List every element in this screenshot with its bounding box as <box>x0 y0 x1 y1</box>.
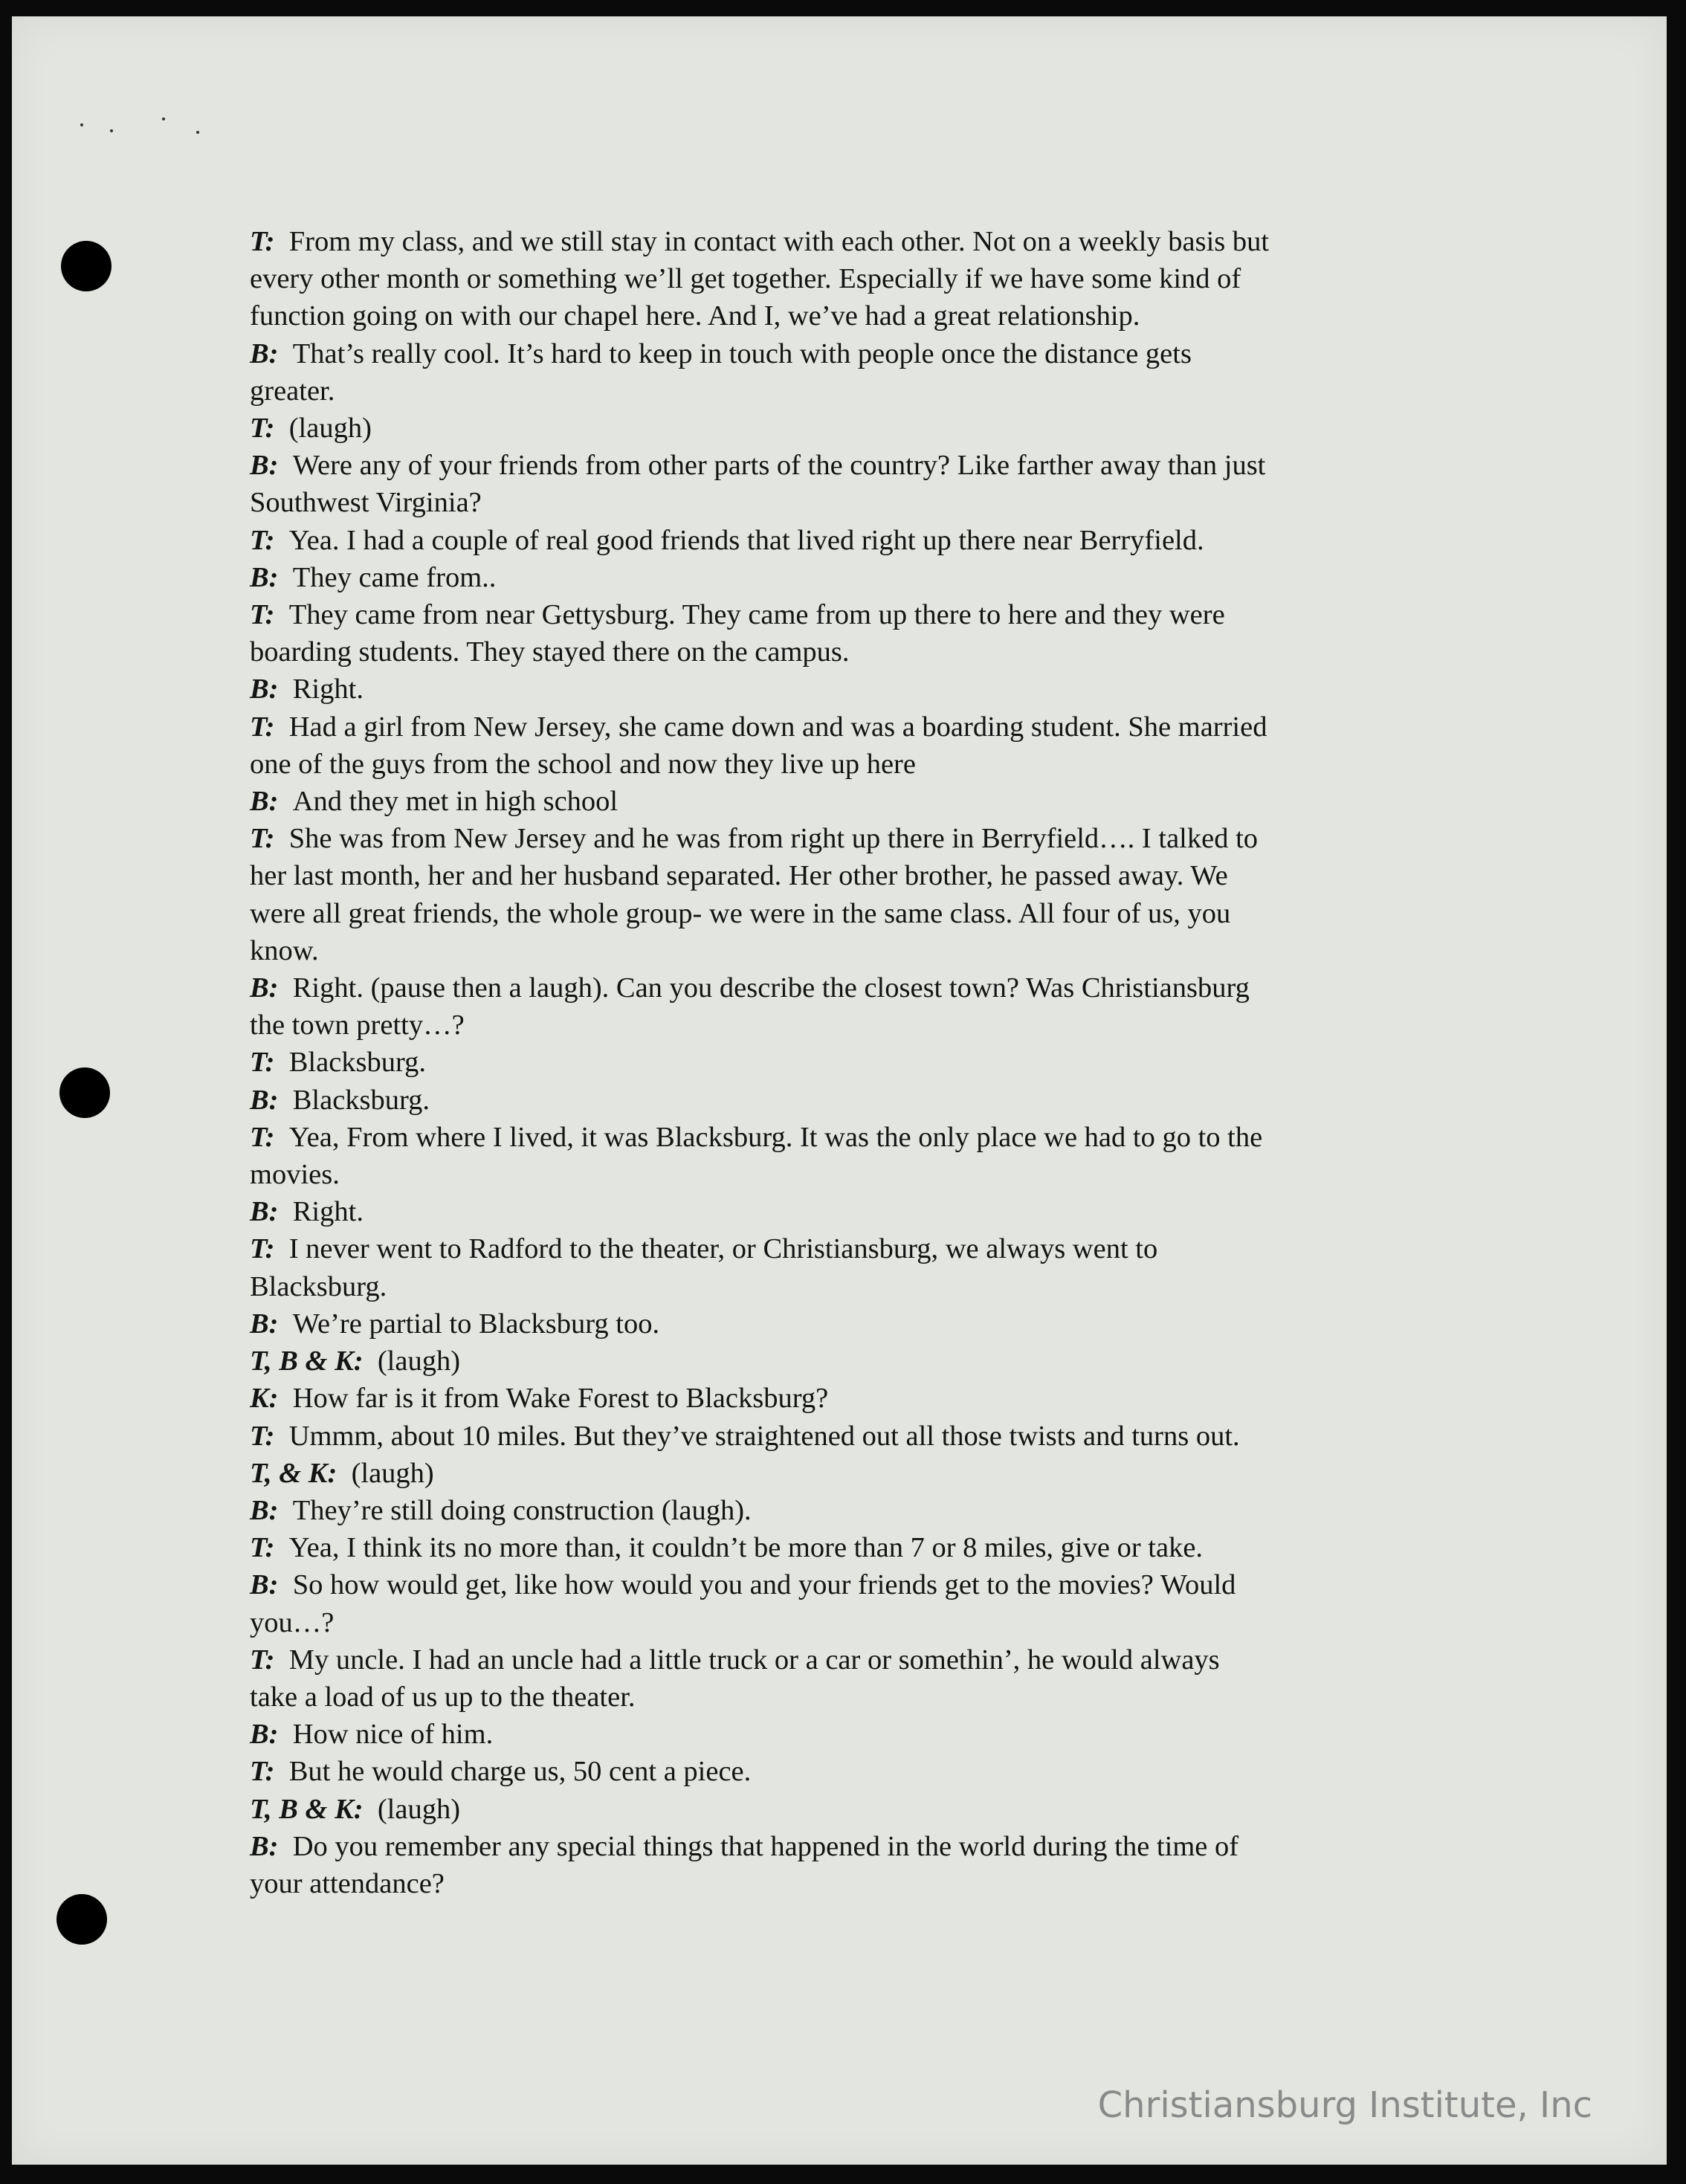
speaker-label: T: <box>250 524 275 556</box>
transcript-line <box>250 1455 1454 1492</box>
speaker-label: T, & K: <box>250 1457 337 1489</box>
transcript-line <box>250 1828 1454 1865</box>
utterance-text: How nice of him. <box>292 1719 494 1751</box>
interview-transcript <box>250 223 1454 1902</box>
utterance-text: take a load of us up to the theater. <box>250 1681 636 1713</box>
speaker-label: B: <box>250 1196 279 1228</box>
utterance-text: Southwest Virginia? <box>250 487 482 519</box>
paper-specks <box>71 113 220 143</box>
transcript-line <box>250 671 1454 708</box>
utterance-text: Right. <box>292 673 364 705</box>
speaker-label: B: <box>250 1830 279 1862</box>
transcript-line <box>250 746 1454 783</box>
speck <box>162 117 165 120</box>
utterance-text: Blacksburg. <box>292 1084 430 1116</box>
speck <box>80 123 83 126</box>
transcript-line <box>250 223 1454 260</box>
speaker-label: T: <box>250 1756 275 1788</box>
transcript-line <box>250 820 1454 857</box>
utterance-text: one of the guys from the school and now they live up here <box>250 748 916 780</box>
utterance-text: So how would get, like how would you and your friends get to the movies? Would <box>292 1569 1236 1601</box>
transcript-line <box>250 633 1454 671</box>
utterance-text: Yea. I had a couple of real good friends that lived right up there near Berryfield. <box>288 524 1204 556</box>
utterance-text: How far is it from Wake Forest to Blacksburg? <box>292 1383 829 1415</box>
transcript-line <box>250 783 1454 820</box>
transcript-line <box>250 1268 1454 1305</box>
utterance-text: Yea, I think its no more than, it couldn’t be more than 7 or 8 miles, give or take. <box>288 1532 1204 1564</box>
utterance-text: Right. (pause then a laugh). Can you describe the closest town? Was Christiansburg <box>292 972 1250 1004</box>
utterance-text: From my class, and we still stay in contact with each other. Not on a weekly basis but <box>288 226 1270 257</box>
document-page <box>12 16 1667 2165</box>
speaker-label: T: <box>250 1420 275 1452</box>
transcript-line <box>250 1418 1454 1455</box>
utterance-text: know. <box>250 934 319 966</box>
utterance-text: function going on with our chapel here. And I, we’ve had a great relationship. <box>250 300 1140 332</box>
speaker-label: T, B & K: <box>250 1345 364 1377</box>
utterance-text: Had a girl from New Jersey, she came down and was a boarding student. She married <box>288 711 1267 743</box>
utterance-text: Right. <box>292 1196 364 1228</box>
transcript-line <box>250 260 1454 297</box>
speaker-label: B: <box>250 1084 279 1116</box>
utterance-text: But he would charge us, 50 cent a piece. <box>288 1756 752 1788</box>
transcript-line <box>250 1641 1454 1679</box>
speaker-label: T: <box>250 1644 275 1676</box>
transcript-line <box>250 708 1454 746</box>
transcript-line <box>250 522 1454 559</box>
speaker-label: B: <box>250 1719 279 1751</box>
transcript-line <box>250 1865 1454 1902</box>
transcript-line <box>250 932 1454 969</box>
speaker-label: B: <box>250 786 279 818</box>
transcript-line <box>250 1007 1454 1044</box>
utterance-text: the town pretty…? <box>250 1009 465 1041</box>
utterance-text: She was from New Jersey and he was from right up there in Berryfield…. I talked to <box>288 823 1259 855</box>
transcript-line <box>250 1380 1454 1417</box>
speck <box>196 131 199 134</box>
utterance-text: Were any of your friends from other parts of the country? Like farther away than just <box>292 450 1266 482</box>
transcript-line <box>250 1082 1454 1119</box>
utterance-text: They came from near Gettysburg. They came from up there to here and they were <box>288 599 1225 631</box>
speck <box>110 129 113 132</box>
utterance-text: Blacksburg. <box>250 1270 387 1302</box>
transcript-line <box>250 1716 1454 1753</box>
speaker-label: B: <box>250 972 279 1004</box>
watermark: Christiansburg Institute, Inc <box>1097 2084 1592 2126</box>
utterance-text: I never went to Radford to the theater, or Christiansburg, we always went to <box>288 1233 1158 1265</box>
utterance-text: Yea, From where I lived, it was Blacksburg. It was the only place we had to go to the <box>288 1121 1263 1153</box>
transcript-line <box>250 297 1454 335</box>
speaker-label: T, B & K: <box>250 1793 364 1825</box>
speaker-label: B: <box>250 1308 279 1340</box>
utterance-text: were all great friends, the whole group- we were in the same class. All four of us, you <box>250 897 1231 929</box>
speaker-label: B: <box>250 673 279 705</box>
transcript-line <box>250 372 1454 410</box>
utterance-text: her last month, her and her husband separated. Her other brother, he passed away. We <box>250 860 1228 892</box>
utterance-text: (laugh) <box>288 413 372 445</box>
binder-hole <box>61 241 112 291</box>
speaker-label: T: <box>250 413 275 445</box>
transcript-line <box>250 1566 1454 1603</box>
speaker-label: T: <box>250 1047 275 1079</box>
utterance-text: Do you remember any special things that happened in the world during the time of <box>292 1830 1239 1862</box>
transcript-line <box>250 1156 1454 1193</box>
utterance-text: you…? <box>250 1606 335 1638</box>
utterance-text: your attendance? <box>250 1867 445 1899</box>
transcript-line <box>250 484 1454 521</box>
speaker-label: T: <box>250 1233 275 1265</box>
utterance-text: (laugh) <box>377 1345 461 1377</box>
utterance-text: every other month or something we’ll get together. Especially if we have some kind of <box>250 263 1241 295</box>
speaker-label: K: <box>250 1383 279 1415</box>
speaker-label: T: <box>250 599 275 631</box>
utterance-text: And they met in high school <box>292 786 618 818</box>
utterance-text: Ummm, about 10 miles. But they’ve straightened out all those twists and turns out. <box>288 1420 1240 1452</box>
transcript-line <box>250 895 1454 932</box>
binder-hole <box>59 1067 110 1118</box>
transcript-line <box>250 1044 1454 1081</box>
utterance-text: movies. <box>250 1159 340 1191</box>
utterance-text: We’re partial to Blacksburg too. <box>292 1308 660 1340</box>
transcript-line <box>250 1193 1454 1230</box>
transcript-line <box>250 1753 1454 1790</box>
transcript-line <box>250 1791 1454 1828</box>
speaker-label: T: <box>250 226 275 257</box>
utterance-text: They came from.. <box>292 561 497 593</box>
transcript-line <box>250 1604 1454 1641</box>
speaker-label: T: <box>250 823 275 855</box>
transcript-line <box>250 1679 1454 1716</box>
transcript-line <box>250 1343 1454 1380</box>
transcript-line <box>250 559 1454 596</box>
binder-hole <box>56 1894 107 1945</box>
utterance-text: (laugh) <box>351 1457 434 1489</box>
transcript-line <box>250 1230 1454 1267</box>
utterance-text: Blacksburg. <box>288 1047 427 1079</box>
transcript-line <box>250 447 1454 484</box>
speaker-label: B: <box>250 1494 279 1526</box>
speaker-label: T: <box>250 711 275 743</box>
transcript-line <box>250 1119 1454 1156</box>
speaker-label: T: <box>250 1121 275 1153</box>
speaker-label: B: <box>250 450 279 482</box>
transcript-line <box>250 1492 1454 1529</box>
utterance-text: That’s really cool. It’s hard to keep in touch with people once the distance gets <box>292 337 1192 369</box>
speaker-label: B: <box>250 337 279 369</box>
transcript-line <box>250 410 1454 447</box>
utterance-text: They’re still doing construction (laugh). <box>292 1494 752 1526</box>
transcript-line <box>250 1305 1454 1343</box>
transcript-line <box>250 969 1454 1007</box>
transcript-line <box>250 857 1454 894</box>
utterance-text: boarding students. They stayed there on the campus. <box>250 636 850 668</box>
transcript-line <box>250 335 1454 372</box>
utterance-text: (laugh) <box>377 1793 461 1825</box>
speaker-label: B: <box>250 561 279 593</box>
transcript-line <box>250 1529 1454 1566</box>
utterance-text: greater. <box>250 375 335 407</box>
speaker-label: T: <box>250 1532 275 1564</box>
transcript-line <box>250 596 1454 633</box>
speaker-label: B: <box>250 1569 279 1601</box>
utterance-text: My uncle. I had an uncle had a little truck or a car or somethin’, he would always <box>288 1644 1220 1676</box>
